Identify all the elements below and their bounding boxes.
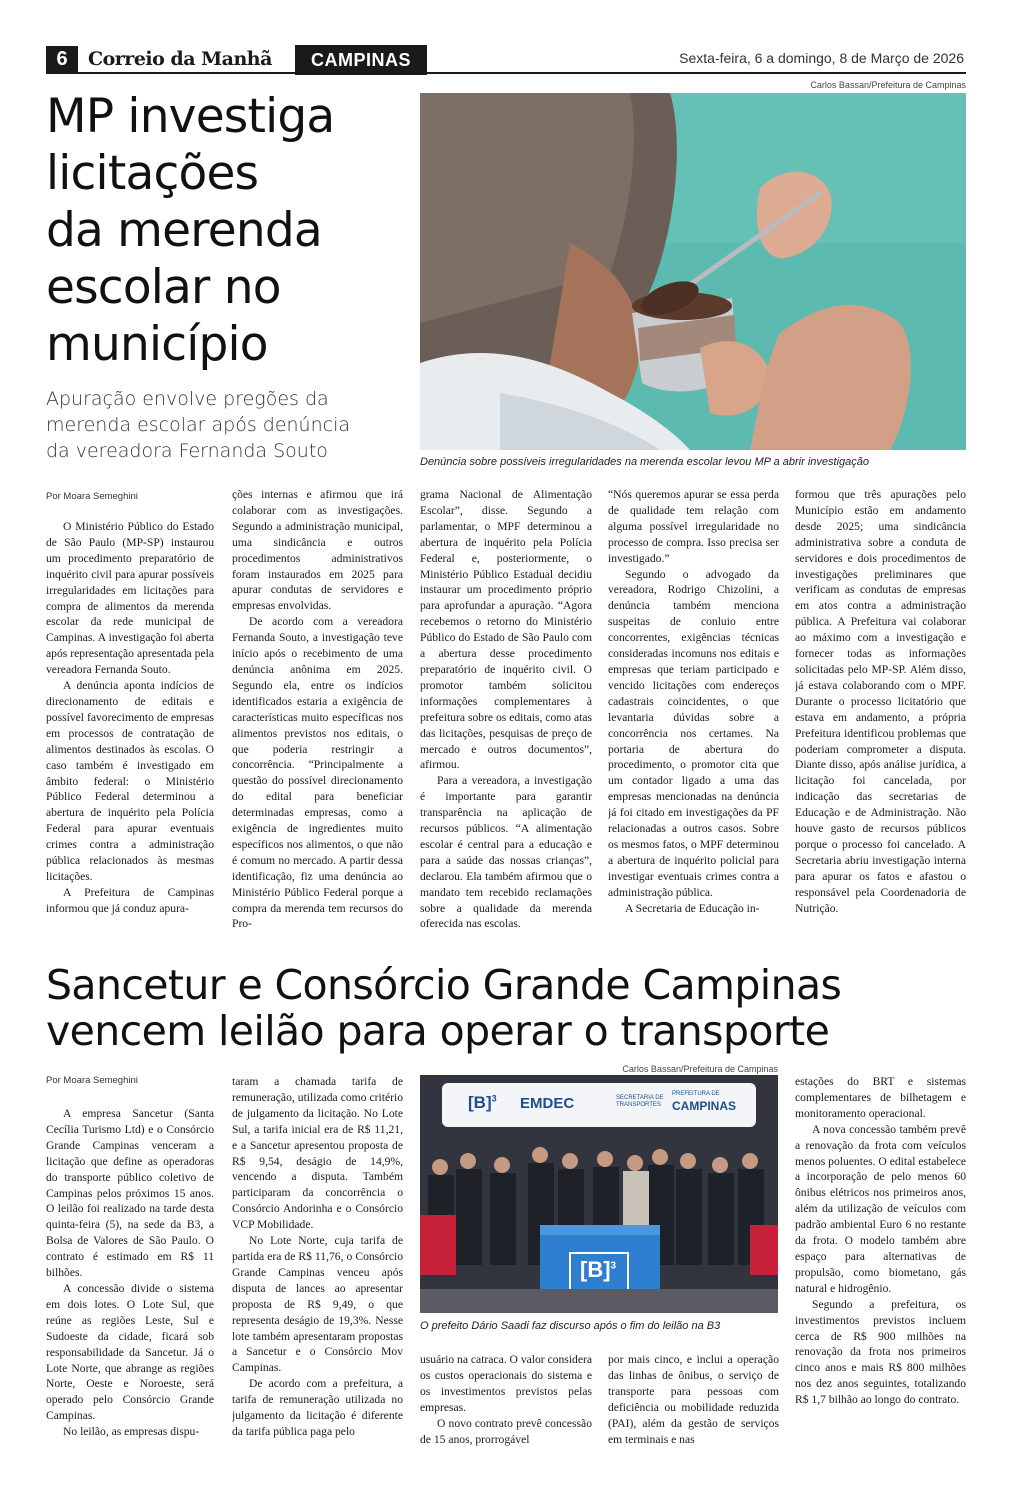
- article1-headline: [46, 88, 406, 373]
- paragraph: grama Nacional de Alimentação Escolar”, disse. Segundo a parlamentar, o MPF determinou a abertura de inquérito pela Polícia Federal e, posteriormente, o Ministério Público Estadual decidiu instaurar um procedimento próprio para aprofundar a apuração. “Agora recebemos o retorno do Ministério Público do Estado de São Paulo com a abertura desse procedimento preparatório de inquérito civil. O promotor também solicitou informações complementares à prefeitura sobre os editais, como atas das licitações, pesquisas de preço de mercado e outros documentos”, afirmou.: [420, 488, 592, 772]
- paragraph: taram a chamada tarifa de remuneração, utilizada como critério de julgamento da licitação. No Lote Sul, a tarifa inicial era de R$ 11,21, e a Sancetur apresentou proposta de R$ 9,54, deságio de 14,9%, vencendo a disputa. Também participaram da concorrência o Consórcio Andorinha e o Consórcio VCP Mobilidade.: [232, 1075, 403, 1232]
- paragraph: A Prefeitura de Campinas informou que já conduz apura-: [46, 885, 214, 915]
- article2-byline: Por Moara Semeghini: [46, 1075, 138, 1086]
- b3-logo-text: [B]: [468, 1093, 492, 1112]
- paragraph: No Lote Norte, cuja tarifa de partida era de R$ 11,76, o Consórcio Grande Campinas venceu após disputa de lances ao apresentar proposta de R$ 9,49, o que representa deságio de 19,3%. Nesse lote também apresentaram propostas a Sancetur e o Consórcio Mov Campinas.: [232, 1234, 403, 1375]
- article1-deck: [46, 386, 406, 464]
- headline-line: Sancetur e Consórcio Grande Campinas: [46, 961, 842, 1009]
- deck-line: Apuração envolve pregões da: [46, 388, 329, 410]
- b3-logo-sup: 3: [491, 1093, 497, 1104]
- page-number: 6: [46, 46, 78, 72]
- masthead: Correio da Manhã: [88, 48, 272, 70]
- article2-column-5: [795, 1074, 966, 1452]
- prefeitura-label: PREFEITURA DE: [672, 1091, 720, 1097]
- article2-headline: [46, 962, 976, 1054]
- paragraph: O Ministério Público do Estado de São Paulo (MP-SP) instaurou um procedimento preparatório de inquérito civil para apurar possíveis irregularidades em licitações para compra de alimentos da merenda escolar da rede municipal de Campinas. A investigação foi aberta após representação apresentada pela vereadora Fernanda Souto.: [46, 520, 214, 677]
- article2-column-3: [420, 1352, 592, 1452]
- podium-b3-logo: [580, 1257, 616, 1283]
- article2-photo: [420, 1075, 778, 1313]
- headline-line: MP investiga: [46, 89, 335, 144]
- podium-b3-sup: 3: [610, 1260, 617, 1272]
- paragraph: ções internas e afirmou que irá colaborar com as investigações. Segundo a administração municipal, uma sindicância e outros procedimentos administrativos foram instaurados em 2025 para apurar condutas de servidores e empresas envolvidas.: [232, 488, 403, 613]
- podium-b3-text: [B]: [580, 1257, 611, 1282]
- article1-column-1: [46, 519, 214, 949]
- article1-column-3: [420, 487, 592, 949]
- header-rule: [46, 72, 966, 74]
- article2-column-4: [608, 1352, 779, 1452]
- paragraph: De acordo com a vereadora Fernanda Souto, a investigação teve início após o recebimento de uma denúncia anônima em 2025. Segundo ela, entre os indícios identificados estaria a exigência de características muito específicas nos alimentos previstos nos editais, o que poderia restringir a concorrência. “Principalmente a questão do possível direcionamento do edital para beneficiar determinadas empresas, como a exigência de ingredientes muito específicos nos alimentos, o que não é comum no mercado. A partir dessa identificação, fiz uma denúncia ao Ministério Público Federal porque a compra da merenda tem recursos do Pro-: [232, 615, 403, 931]
- article2-photo-caption: O prefeito Dário Saadi faz discurso após o fim do leilão na B3: [420, 1320, 721, 1332]
- paragraph: No leilão, as empresas dispu-: [63, 1425, 200, 1439]
- headline-line: vencem leilão para operar o transporte: [46, 1007, 830, 1055]
- article1-column-2: [232, 487, 403, 949]
- section-label: CAMPINAS: [295, 45, 427, 75]
- deck-line: da vereadora Fernanda Souto: [46, 440, 328, 462]
- paragraph: formou que três apurações pelo Município estão em andamento desde 2025; uma sindicância administrativa sobre a conduta de servidores e dois procedimentos de investigações preliminares que verificam as condutas de empresas em atos contra a administração pública. A Prefeitura vai colaborar ao máximo com a investigação e fornecer todas as informações solicitadas pelo MP-SP. Além disso, já estava colaborando com o MPF. Durante o processo licitatório que estava em andamento, a própria Prefeitura identificou problemas que poderiam comprometer a disputa. Diante disso, após análise jurídica, a licitação foi cancelada, por indicação das secretarias de Educação e de Administração. Não houve gasto de recursos públicos porque o processo foi cancelado. A Secretaria abriu investigação interna para apurar os fatos e afastou o responsável pela Coordenadoria de Nutrição.: [795, 488, 966, 915]
- headline-line: da merenda: [46, 203, 322, 258]
- paragraph: Para a vereadora, a investigação é importante para garantir transparência na aplicação de recursos públicos. “A alimentação escolar é central para a educação e para a saúde das nossas crianças”, declarou. Ela também afirmou que o mandato tem recebido reclamações sobre a qualidade da merenda oferecida nas escolas.: [420, 774, 592, 931]
- deck-line: merenda escolar após denúncia: [46, 414, 351, 436]
- dateline: Sexta-feira, 6 a domingo, 8 de Março de 2026: [679, 50, 964, 66]
- article1-byline: Por Moara Semeghini: [46, 491, 138, 502]
- article2-column-2: [232, 1074, 403, 1452]
- paragraph: A empresa Sancetur (Santa Cecília Turismo Ltd) e o Consórcio Grande Campinas venceram a licitação que define as operadoras do transporte público coletivo de Campinas pelos próximos 15 anos. O leilão foi realizado na tarde desta quinta-feira (5), na sede da B3, a Bolsa de Valores de São Paulo. O contrato é estimado em R$ 11 bilhões.: [46, 1107, 214, 1280]
- paragraph: A concessão divide o sistema em dois lotes. O Lote Sul, que reúne as regiões Leste, Sul e Sudoeste da cidade, ficará sob responsabilidade da Sancetur. Já o Lote Norte, que abrange as regiões Norte, Oeste e Noroeste, será operado pelo Consórcio Grande Campinas.: [46, 1281, 214, 1423]
- emdec-logo: EMDEC: [520, 1095, 575, 1112]
- article1-photo-credit: Carlos Bassan/Prefeitura de Campinas: [810, 80, 966, 90]
- paragraph: A nova concessão também prevê a renovação da frota com veículos menos poluentes. O edital estabelece a incorporação de pelo menos 60 ônibus elétricos nos primeiros anos, além da utilização de veículos com padrão ambiental Euro 6 no restante da frota. O modelo também abre espaço para alternativas de propulsão, como biometano, gás natural e hidrogênio.: [795, 1122, 966, 1295]
- headline-line: município: [46, 317, 268, 372]
- b3-logo: [468, 1093, 497, 1113]
- paragraph: Segundo o advogado da vereadora, Rodrigo Chizolini, a denúncia também menciona suspeitas de conluio entre concorrentes, exigências técnicas consideradas incomuns nos editais e empresas que teriam participado e vencido licitações com endereços cadastrais coincidentes, o que levantaria dúvidas sobre a concorrência nos certames. Na portaria de abertura do procedimento, o promotor cita que um contador ligado a uma das empresas mencionadas na denúncia já foi citado em investigações da PF relacionadas a outros casos. Sobre os mesmos fatos, o MPF determinou a abertura de inquérito policial para investigar eventuais crimes contra a administração pública.: [608, 567, 779, 899]
- paragraph: por mais cinco, e inclui a operação das linhas de ônibus, o serviço de transporte para pessoas com deficiência ou mobilidade reduzida (PAI), além da gestão de serviços em terminais e nas: [608, 1353, 779, 1446]
- article1-column-5: [795, 487, 966, 949]
- secretaria-logo: SECRETARIA DE TRANSPORTES: [616, 1095, 664, 1108]
- article1-photo-caption: Denúncia sobre possíveis irregularidades na merenda escolar levou MP a abrir investigação: [420, 456, 869, 468]
- paragraph: De acordo com a prefeitura, a tarifa de remuneração utilizada no julgamento da licitação é diferente da tarifa pública paga pelo: [232, 1377, 403, 1438]
- paragraph: A Secretaria de Educação in-: [625, 901, 760, 915]
- article2-column-1: [46, 1106, 214, 1452]
- article1-column-4: [608, 487, 779, 949]
- child-eating-illustration: [420, 93, 966, 450]
- paragraph: usuário na catraca. O valor considera os custos operacionais do sistema e os investimentos previstos pelas empresas.: [420, 1353, 592, 1414]
- prefeitura-campinas-logo: CAMPINAS: [672, 1099, 737, 1113]
- article1-photo: [420, 93, 966, 450]
- paragraph: O novo contrato prevê concessão de 15 anos, prorrogável: [420, 1416, 592, 1446]
- headline-line: escolar no: [46, 260, 281, 315]
- paragraph: “Nós queremos apurar se essa perda de qualidade tem relação com alguma possível irregularidade no processo de compra. Isso precisa ser investigado.”: [608, 488, 779, 565]
- paragraph: Segundo a prefeitura, os investimentos previstos incluem cerca de R$ 900 milhões na renovação da frota nos primeiros cinco anos e mais R$ 800 milhões nos dez anos seguintes, totalizando R$ 1,7 bilhão ao longo do contrato.: [795, 1297, 966, 1407]
- headline-line: licitações: [46, 146, 259, 201]
- paragraph: A denúncia aponta indícios de direcionamento de editais e possível favorecimento de empresas em processos de contratação de alimentos destinados às escolas. O caso também é investigado em âmbito federal: o Ministério Público Federal determinou a abertura de inquérito pela Polícia Federal para apurar eventuais crimes contra a administração pública relacionados às mesmas licitações.: [46, 679, 214, 883]
- article2-photo-credit: Carlos Bassan/Prefeitura de Campinas: [622, 1064, 778, 1074]
- paragraph: estações do BRT e sistemas complementares de bilhetagem e monitoramento operacional.: [795, 1075, 966, 1120]
